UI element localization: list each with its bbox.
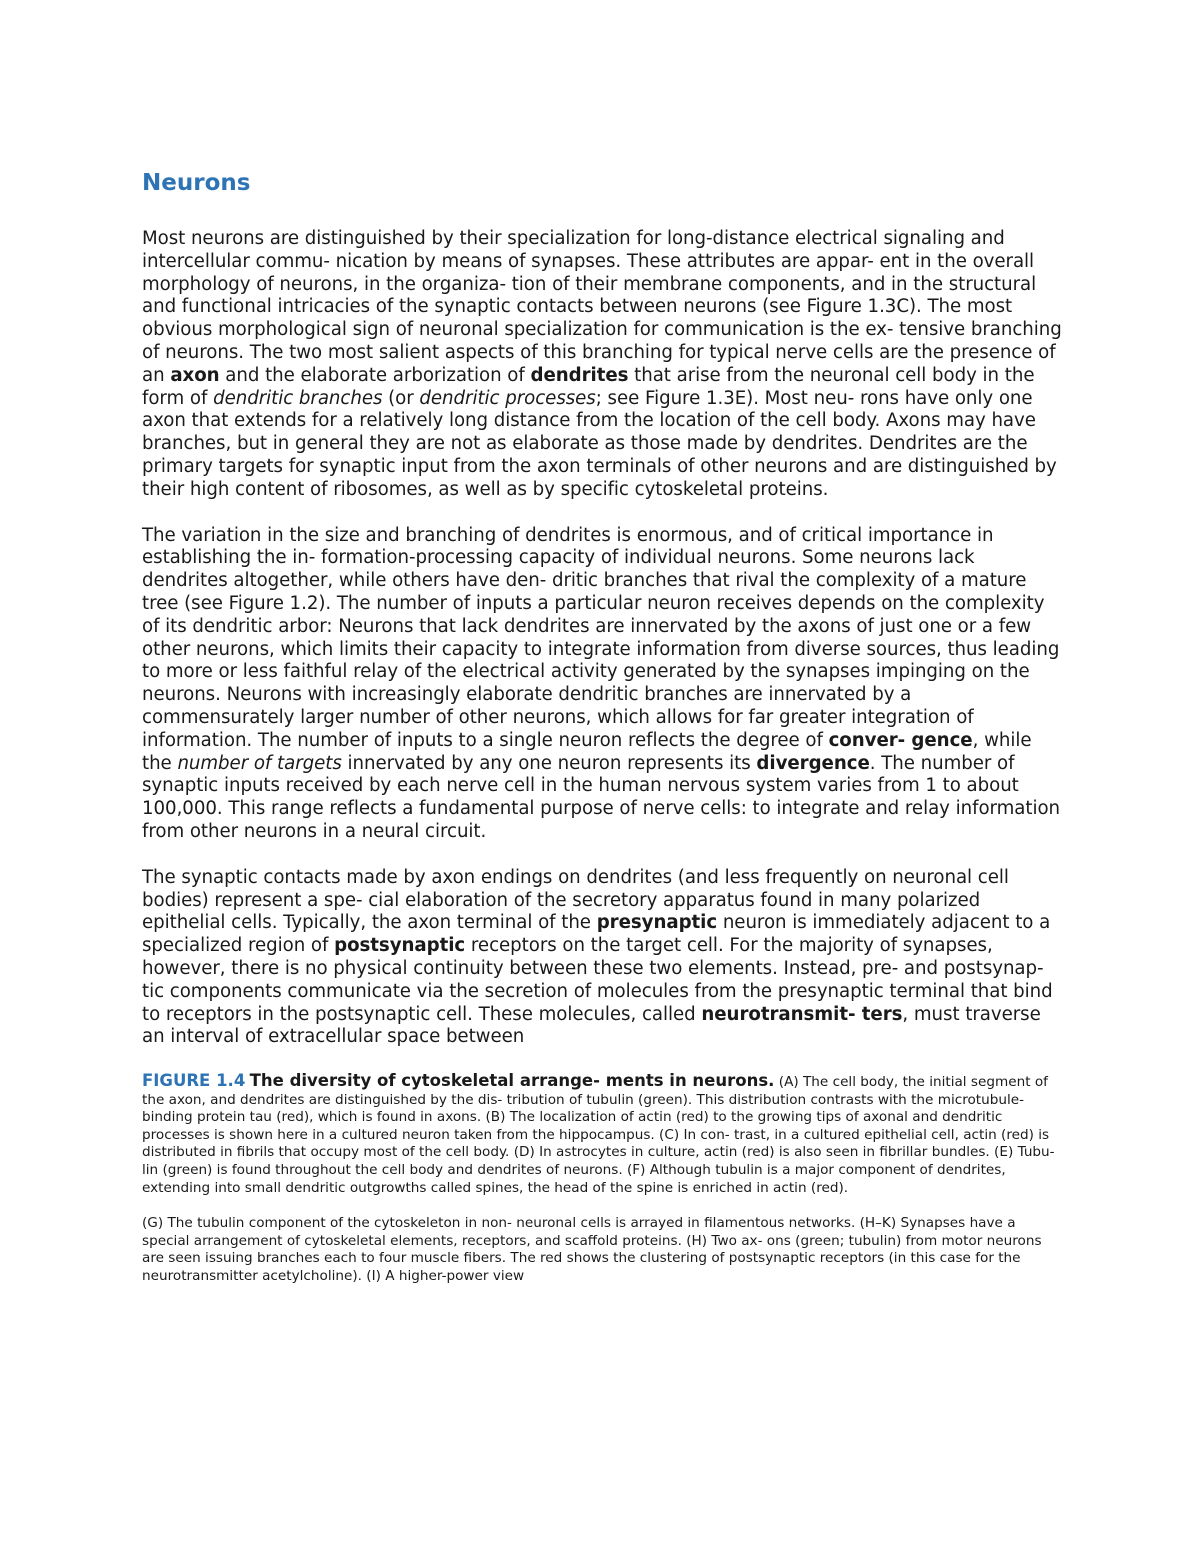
document-page [142,168,1064,1304]
text-run: Most neurons are distinguished by their specialization for long-distance electrical signaling and intercellular commu- nication by means of synapses. These attributes are appar- ent in the overall morphology of neurons, in the organiza- tion of their membrane components, and in the structural and functional intricacies of the synaptic contacts between neurons (see Figure 1.3C). The most obvious morphological sign of neuronal specialization for communication is the ex- tensive branching of neurons. The two most salient aspects of this branching for typical nerve cells are the presence of an [142,228,1062,386]
paragraph [142,228,1064,502]
text-run: The synaptic contacts made by axon endings on dendrites (and less frequently on neuronal cell bodies) represent a spe- cial elaboration of the secretory apparatus found in many polarized epithelial cells. Typically, the axon terminal of the [142,866,1009,934]
text-run: ; see Figure 1.3E). Most neu- rons have only one axon that extends for a relatively long distance from the location of the cell body. Axons may have branches, but in general they are not as elaborate as those made by dendrites. Dendrites are the primary targets for synaptic input from the axon terminals of other neurons and are distinguished by their high content of ribosomes, as well as by specific cytoskeletal proteins. [142,387,1057,500]
text-run: , while the [142,729,1032,774]
term-postsynaptic: postsynaptic [334,935,466,957]
term-divergence: divergence [756,752,870,774]
term-convergence: conver- gence [828,729,973,751]
text-run: neuron is immediately adjacent to a specialized region of [142,912,1051,957]
figure-caption-text: (A) The cell body, the initial segment of the axon, and dendrites are distinguished by the dis- tribution of tubulin (green). This distribution contrasts with the microtubule-binding protein tau (red), which is found in axons. (B) The localization of actin (red) to the growing tips of axonal and dendritic processes is shown here in a cultured neuron taken from the hippocampus. (C) In con- trast, in a cultured epithelial cell, actin (red) is distributed in fibrils that occupy most of the cell body. (D) In astrocytes in culture, actin (red) is also seen in fibrillar bundles. (E) Tubu- lin (green) is found throughout the cell body and dendrites of neurons. (F) Although tubulin is a major component of dendrites, extending into small dendritic outgrowths called spines, the head of the spine is enriched in actin (red). [142,1074,1055,1196]
text-run: . The number of synaptic inputs received by each nerve cell in the human nervous system varies from 1 to about 100,000. This range reflects a fundamental purpose of nerve cells: to integrate and relay information from other neurons in a neural circuit. [142,752,1061,842]
term-axon: axon [170,364,220,386]
term-dendritic-processes: dendritic processes [419,387,596,409]
figure-caption [142,1072,1064,1197]
text-run: (or [382,387,420,409]
figure-title: The diversity of cytoskeletal arrange- ments in neurons. [249,1071,775,1091]
term-neurotransmitters: neurotransmit- ters [701,1003,903,1025]
paragraph [142,867,1064,1049]
text-run: and the elaborate arborization of [219,364,531,386]
term-presynaptic: presynaptic [596,912,718,934]
text-run: innervated by any one neuron represents its [341,752,757,774]
paragraph [142,525,1064,844]
term-number-of-targets: number of targets [177,752,342,774]
figure-label: FIGURE 1.4 [142,1071,246,1091]
text-run: The variation in the size and branching of dendrites is enormous, and of critical importance in establishing the in- formation-processing capacity of individual neurons. Some neurons lack dendrites altogether, while others have den- dritic branches that rival the complexity of a mature tree (see Figure 1.2). The number of inputs a particular neuron receives depends on the complexity of its dendritic arbor: Neurons that lack dendrites are innervated by the axons of just one or a few other neurons, which limits their capacity to integrate information from diverse sources, thus leading to more or less faithful relay of the electrical activity generated by the synapses impinging on the neurons. Neurons with increasingly elaborate dendritic branches are innervated by a commensurately larger number of other neurons, which allows for far greater integration of information. The number of inputs to a single neuron reflects the degree of [142,524,1060,751]
text-run: , must traverse an interval of extracellular space between [142,1003,1041,1048]
text-run: receptors on the target cell. For the majority of synapses, however, there is no physical continuity between these two elements. Instead, pre- and postsynap- tic components communicate via the secretion of molecules from the presynaptic terminal that bind to receptors in the postsynaptic cell. These molecules, called [142,935,1053,1025]
section-heading: Neurons [142,170,251,196]
figure-caption-text: (G) The tubulin component of the cytoskeleton in non- neuronal cells is arrayed in filamentous networks. (H–K) Synapses have a special arrangement of cytoskeletal elements, receptors, and scaffold proteins. (H) Two ax- ons (green; tubulin) from motor neurons are seen issuing branches each to four muscle fibers. The red shows the clustering of postsynaptic receptors (in this case for the neurotransmitter acetylcholine). (I) A higher-power view [142,1215,1042,1285]
term-dendrites: dendrites [530,364,629,386]
text-run: that arise from the neuronal cell body in the form of [142,364,1035,409]
figure-caption-continued [142,1215,1064,1285]
term-dendritic-branches: dendritic branches [213,387,383,409]
